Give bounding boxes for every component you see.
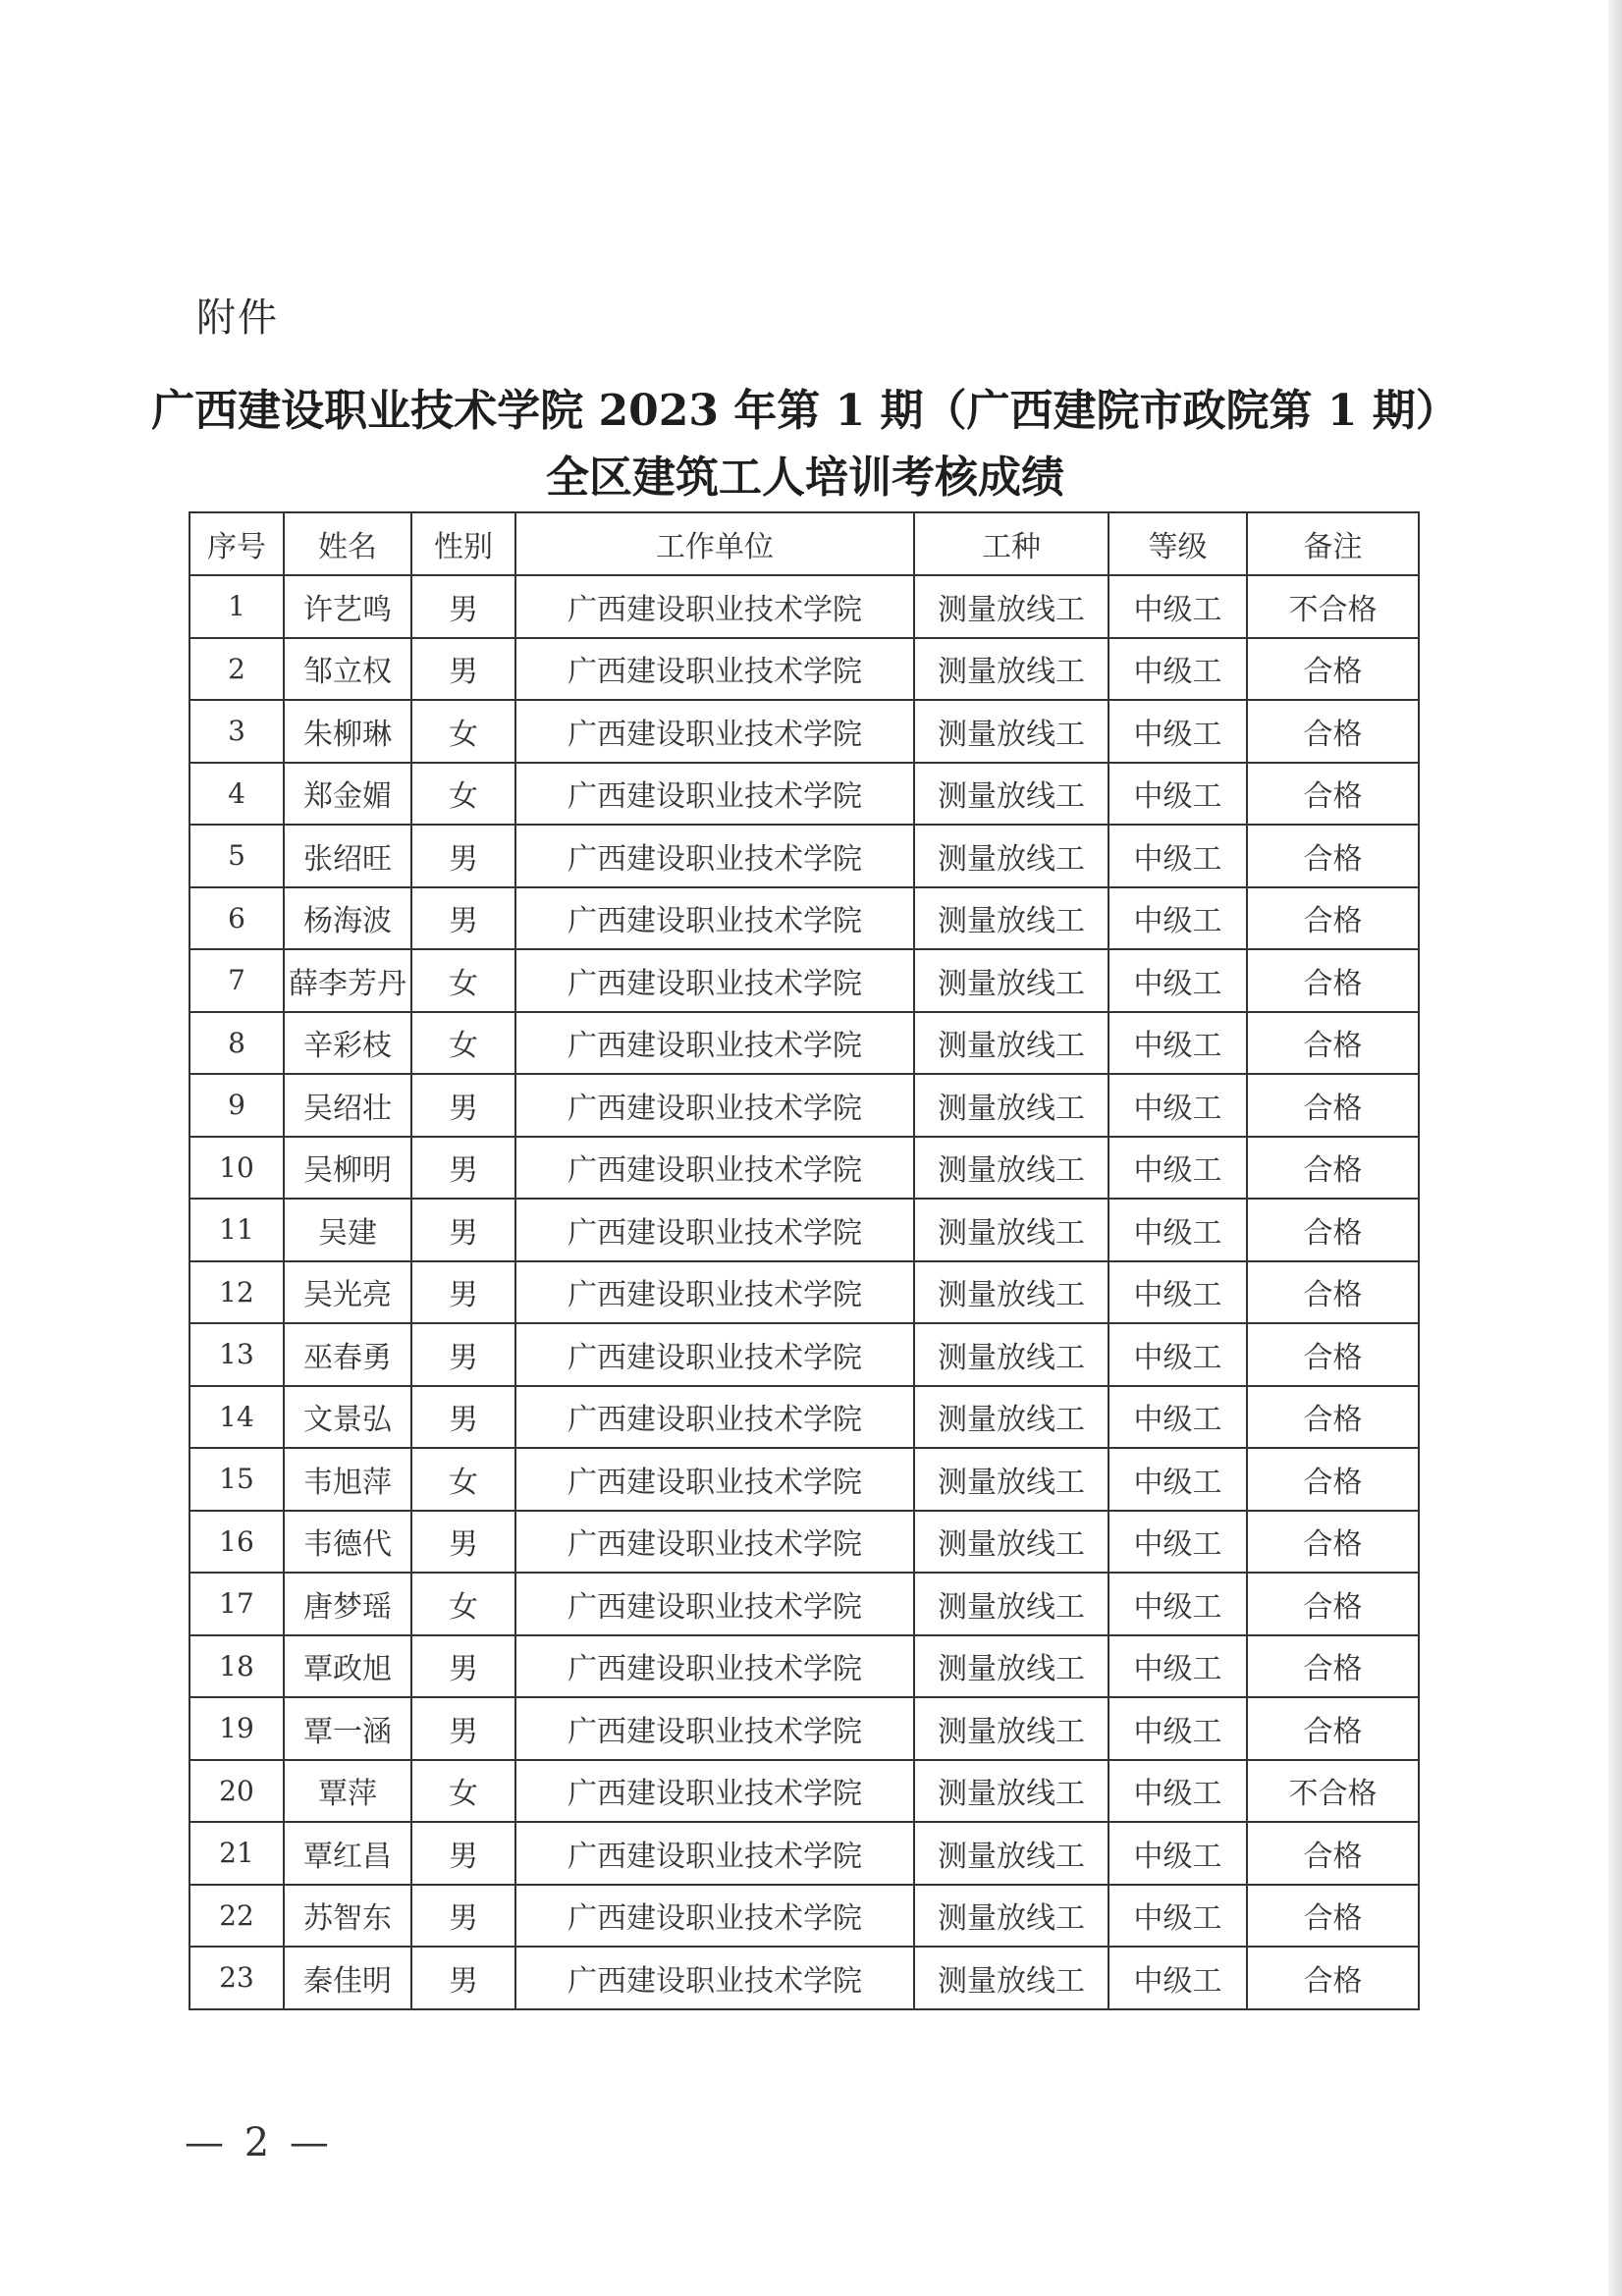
cell-index: 19 bbox=[189, 1697, 284, 1760]
cell-level: 中级工 bbox=[1108, 1261, 1247, 1324]
header-cell-workplace: 工作单位 bbox=[515, 512, 914, 575]
cell-gender: 男 bbox=[411, 1074, 515, 1137]
cell-name: 覃一涵 bbox=[284, 1697, 411, 1760]
cell-gender: 男 bbox=[411, 1885, 515, 1948]
cell-gender: 男 bbox=[411, 1137, 515, 1200]
cell-remark: 合格 bbox=[1247, 763, 1419, 826]
cell-remark: 合格 bbox=[1247, 1199, 1419, 1261]
cell-remark: 合格 bbox=[1247, 1137, 1419, 1200]
cell-level: 中级工 bbox=[1108, 825, 1247, 887]
cell-trade: 测量放线工 bbox=[914, 887, 1108, 950]
cell-level: 中级工 bbox=[1108, 1074, 1247, 1137]
header-cell-gender: 性别 bbox=[411, 512, 515, 575]
cell-trade: 测量放线工 bbox=[914, 1323, 1108, 1386]
cell-level: 中级工 bbox=[1108, 1822, 1247, 1885]
table-row bbox=[189, 1386, 1419, 1449]
cell-remark: 合格 bbox=[1247, 1323, 1419, 1386]
table-row bbox=[189, 1885, 1419, 1948]
cell-name: 覃政旭 bbox=[284, 1635, 411, 1698]
cell-level: 中级工 bbox=[1108, 1511, 1247, 1574]
cell-index: 1 bbox=[189, 575, 284, 638]
cell-workplace: 广西建设职业技术学院 bbox=[515, 1697, 914, 1760]
table-row bbox=[189, 700, 1419, 763]
cell-workplace: 广西建设职业技术学院 bbox=[515, 1448, 914, 1511]
cell-remark: 合格 bbox=[1247, 638, 1419, 701]
cell-gender: 女 bbox=[411, 1448, 515, 1511]
cell-name: 唐梦瑶 bbox=[284, 1573, 411, 1635]
cell-name: 薛李芳丹 bbox=[284, 949, 411, 1012]
table-row bbox=[189, 1947, 1419, 2009]
cell-trade: 测量放线工 bbox=[914, 1885, 1108, 1948]
cell-index: 17 bbox=[189, 1573, 284, 1635]
document-title-line-2: 全区建筑工人培训考核成绩 bbox=[546, 453, 1064, 503]
cell-remark: 合格 bbox=[1247, 1573, 1419, 1635]
cell-index: 20 bbox=[189, 1760, 284, 1823]
document-title-line-1: 广西建设职业技术学院 2023 年第 1 期（广西建院市政院第 1 期） bbox=[151, 386, 1459, 436]
cell-trade: 测量放线工 bbox=[914, 1511, 1108, 1574]
cell-remark: 合格 bbox=[1247, 1261, 1419, 1324]
cell-level: 中级工 bbox=[1108, 763, 1247, 826]
cell-level: 中级工 bbox=[1108, 1885, 1247, 1948]
cell-gender: 女 bbox=[411, 700, 515, 763]
cell-remark: 合格 bbox=[1247, 700, 1419, 763]
cell-gender: 男 bbox=[411, 575, 515, 638]
cell-workplace: 广西建设职业技术学院 bbox=[515, 1137, 914, 1200]
cell-gender: 男 bbox=[411, 1261, 515, 1324]
header-cell-index: 序号 bbox=[189, 512, 284, 575]
cell-name: 吴绍壮 bbox=[284, 1074, 411, 1137]
cell-remark: 合格 bbox=[1247, 1012, 1419, 1075]
cell-index: 3 bbox=[189, 700, 284, 763]
cell-level: 中级工 bbox=[1108, 700, 1247, 763]
cell-workplace: 广西建设职业技术学院 bbox=[515, 1323, 914, 1386]
cell-trade: 测量放线工 bbox=[914, 1012, 1108, 1075]
cell-index: 18 bbox=[189, 1635, 284, 1698]
cell-gender: 男 bbox=[411, 1635, 515, 1698]
cell-remark: 不合格 bbox=[1247, 1760, 1419, 1823]
cell-name: 许艺鸣 bbox=[284, 575, 411, 638]
cell-gender: 男 bbox=[411, 1947, 515, 2009]
cell-remark: 合格 bbox=[1247, 1635, 1419, 1698]
cell-workplace: 广西建设职业技术学院 bbox=[515, 1199, 914, 1261]
table-row bbox=[189, 1323, 1419, 1386]
cell-trade: 测量放线工 bbox=[914, 638, 1108, 701]
cell-index: 22 bbox=[189, 1885, 284, 1948]
cell-workplace: 广西建设职业技术学院 bbox=[515, 949, 914, 1012]
cell-workplace: 广西建设职业技术学院 bbox=[515, 1760, 914, 1823]
cell-name: 张绍旺 bbox=[284, 825, 411, 887]
cell-trade: 测量放线工 bbox=[914, 700, 1108, 763]
cell-trade: 测量放线工 bbox=[914, 1947, 1108, 2009]
header-cell-level: 等级 bbox=[1108, 512, 1247, 575]
cell-gender: 男 bbox=[411, 1511, 515, 1574]
cell-workplace: 广西建设职业技术学院 bbox=[515, 700, 914, 763]
cell-workplace: 广西建设职业技术学院 bbox=[515, 1885, 914, 1948]
cell-index: 7 bbox=[189, 949, 284, 1012]
cell-name: 韦德代 bbox=[284, 1511, 411, 1574]
cell-name: 邹立权 bbox=[284, 638, 411, 701]
cell-index: 9 bbox=[189, 1074, 284, 1137]
cell-name: 辛彩枝 bbox=[284, 1012, 411, 1075]
cell-level: 中级工 bbox=[1108, 1386, 1247, 1449]
cell-workplace: 广西建设职业技术学院 bbox=[515, 1947, 914, 2009]
cell-remark: 不合格 bbox=[1247, 575, 1419, 638]
table-row bbox=[189, 638, 1419, 701]
cell-name: 巫春勇 bbox=[284, 1323, 411, 1386]
cell-index: 15 bbox=[189, 1448, 284, 1511]
cell-workplace: 广西建设职业技术学院 bbox=[515, 763, 914, 826]
cell-remark: 合格 bbox=[1247, 1448, 1419, 1511]
cell-gender: 男 bbox=[411, 1822, 515, 1885]
table-row bbox=[189, 1261, 1419, 1324]
table-row bbox=[189, 1760, 1419, 1823]
cell-remark: 合格 bbox=[1247, 887, 1419, 950]
cell-trade: 测量放线工 bbox=[914, 1822, 1108, 1885]
page-edge-shadow bbox=[1608, 0, 1622, 2296]
cell-gender: 男 bbox=[411, 1697, 515, 1760]
cell-workplace: 广西建设职业技术学院 bbox=[515, 1635, 914, 1698]
cell-name: 苏智东 bbox=[284, 1885, 411, 1948]
cell-level: 中级工 bbox=[1108, 1012, 1247, 1075]
cell-name: 文景弘 bbox=[284, 1386, 411, 1449]
header-cell-name: 姓名 bbox=[284, 512, 411, 575]
table-row bbox=[189, 763, 1419, 826]
cell-remark: 合格 bbox=[1247, 1947, 1419, 2009]
cell-index: 14 bbox=[189, 1386, 284, 1449]
table-header bbox=[189, 512, 1419, 575]
cell-index: 11 bbox=[189, 1199, 284, 1261]
cell-remark: 合格 bbox=[1247, 1885, 1419, 1948]
cell-remark: 合格 bbox=[1247, 1386, 1419, 1449]
cell-index: 6 bbox=[189, 887, 284, 950]
cell-index: 12 bbox=[189, 1261, 284, 1324]
cell-gender: 男 bbox=[411, 638, 515, 701]
header-cell-trade: 工种 bbox=[914, 512, 1108, 575]
cell-name: 覃红昌 bbox=[284, 1822, 411, 1885]
cell-name: 覃萍 bbox=[284, 1760, 411, 1823]
cell-trade: 测量放线工 bbox=[914, 1386, 1108, 1449]
cell-gender: 男 bbox=[411, 1323, 515, 1386]
cell-index: 8 bbox=[189, 1012, 284, 1075]
cell-workplace: 广西建设职业技术学院 bbox=[515, 1261, 914, 1324]
cell-trade: 测量放线工 bbox=[914, 1760, 1108, 1823]
cell-level: 中级工 bbox=[1108, 1635, 1247, 1698]
cell-remark: 合格 bbox=[1247, 1697, 1419, 1760]
cell-workplace: 广西建设职业技术学院 bbox=[515, 575, 914, 638]
cell-trade: 测量放线工 bbox=[914, 1261, 1108, 1324]
cell-name: 朱柳琳 bbox=[284, 700, 411, 763]
cell-index: 4 bbox=[189, 763, 284, 826]
cell-workplace: 广西建设职业技术学院 bbox=[515, 1511, 914, 1574]
score-table bbox=[189, 511, 1420, 2010]
cell-gender: 男 bbox=[411, 1386, 515, 1449]
cell-gender: 男 bbox=[411, 887, 515, 950]
cell-remark: 合格 bbox=[1247, 1074, 1419, 1137]
cell-remark: 合格 bbox=[1247, 825, 1419, 887]
table-row bbox=[189, 1199, 1419, 1261]
cell-index: 23 bbox=[189, 1947, 284, 2009]
table-row bbox=[189, 1448, 1419, 1511]
cell-index: 10 bbox=[189, 1137, 284, 1200]
cell-workplace: 广西建设职业技术学院 bbox=[515, 1386, 914, 1449]
table-row bbox=[189, 887, 1419, 950]
cell-level: 中级工 bbox=[1108, 887, 1247, 950]
table-row bbox=[189, 1822, 1419, 1885]
cell-trade: 测量放线工 bbox=[914, 1573, 1108, 1635]
cell-trade: 测量放线工 bbox=[914, 1137, 1108, 1200]
cell-trade: 测量放线工 bbox=[914, 1074, 1108, 1137]
cell-workplace: 广西建设职业技术学院 bbox=[515, 1074, 914, 1137]
table-row bbox=[189, 1511, 1419, 1574]
table-row bbox=[189, 1635, 1419, 1698]
cell-name: 韦旭萍 bbox=[284, 1448, 411, 1511]
cell-level: 中级工 bbox=[1108, 1199, 1247, 1261]
cell-workplace: 广西建设职业技术学院 bbox=[515, 887, 914, 950]
cell-level: 中级工 bbox=[1108, 1137, 1247, 1200]
attachment-label: 附件 bbox=[196, 295, 279, 341]
cell-name: 郑金媚 bbox=[284, 763, 411, 826]
cell-index: 16 bbox=[189, 1511, 284, 1574]
cell-trade: 测量放线工 bbox=[914, 575, 1108, 638]
cell-gender: 女 bbox=[411, 1012, 515, 1075]
table-header-row bbox=[189, 512, 1419, 575]
cell-index: 5 bbox=[189, 825, 284, 887]
cell-name: 杨海波 bbox=[284, 887, 411, 950]
table-row bbox=[189, 575, 1419, 638]
cell-name: 吴建 bbox=[284, 1199, 411, 1261]
cell-trade: 测量放线工 bbox=[914, 1199, 1108, 1261]
cell-trade: 测量放线工 bbox=[914, 763, 1108, 826]
page-number: — 2 — bbox=[185, 2120, 333, 2165]
cell-gender: 女 bbox=[411, 1573, 515, 1635]
cell-level: 中级工 bbox=[1108, 949, 1247, 1012]
table-row bbox=[189, 825, 1419, 887]
cell-gender: 男 bbox=[411, 825, 515, 887]
table-row bbox=[189, 1012, 1419, 1075]
cell-gender: 女 bbox=[411, 949, 515, 1012]
cell-workplace: 广西建设职业技术学院 bbox=[515, 825, 914, 887]
table-row bbox=[189, 949, 1419, 1012]
cell-index: 21 bbox=[189, 1822, 284, 1885]
cell-workplace: 广西建设职业技术学院 bbox=[515, 1573, 914, 1635]
cell-trade: 测量放线工 bbox=[914, 1697, 1108, 1760]
cell-level: 中级工 bbox=[1108, 1573, 1247, 1635]
cell-workplace: 广西建设职业技术学院 bbox=[515, 638, 914, 701]
cell-trade: 测量放线工 bbox=[914, 825, 1108, 887]
cell-remark: 合格 bbox=[1247, 1822, 1419, 1885]
cell-trade: 测量放线工 bbox=[914, 1635, 1108, 1698]
table-body bbox=[189, 575, 1419, 2009]
cell-level: 中级工 bbox=[1108, 575, 1247, 638]
cell-index: 2 bbox=[189, 638, 284, 701]
cell-remark: 合格 bbox=[1247, 949, 1419, 1012]
table-row bbox=[189, 1573, 1419, 1635]
cell-workplace: 广西建设职业技术学院 bbox=[515, 1012, 914, 1075]
cell-remark: 合格 bbox=[1247, 1511, 1419, 1574]
cell-workplace: 广西建设职业技术学院 bbox=[515, 1822, 914, 1885]
cell-level: 中级工 bbox=[1108, 638, 1247, 701]
table-row bbox=[189, 1697, 1419, 1760]
cell-gender: 女 bbox=[411, 1760, 515, 1823]
cell-level: 中级工 bbox=[1108, 1448, 1247, 1511]
table-row bbox=[189, 1137, 1419, 1200]
cell-trade: 测量放线工 bbox=[914, 949, 1108, 1012]
cell-name: 吴柳明 bbox=[284, 1137, 411, 1200]
cell-gender: 女 bbox=[411, 763, 515, 826]
cell-gender: 男 bbox=[411, 1199, 515, 1261]
cell-name: 吴光亮 bbox=[284, 1261, 411, 1324]
cell-index: 13 bbox=[189, 1323, 284, 1386]
table-row bbox=[189, 1074, 1419, 1137]
cell-level: 中级工 bbox=[1108, 1947, 1247, 2009]
header-cell-remark: 备注 bbox=[1247, 512, 1419, 575]
cell-level: 中级工 bbox=[1108, 1760, 1247, 1823]
cell-trade: 测量放线工 bbox=[914, 1448, 1108, 1511]
cell-name: 秦佳明 bbox=[284, 1947, 411, 2009]
cell-level: 中级工 bbox=[1108, 1323, 1247, 1386]
cell-level: 中级工 bbox=[1108, 1697, 1247, 1760]
